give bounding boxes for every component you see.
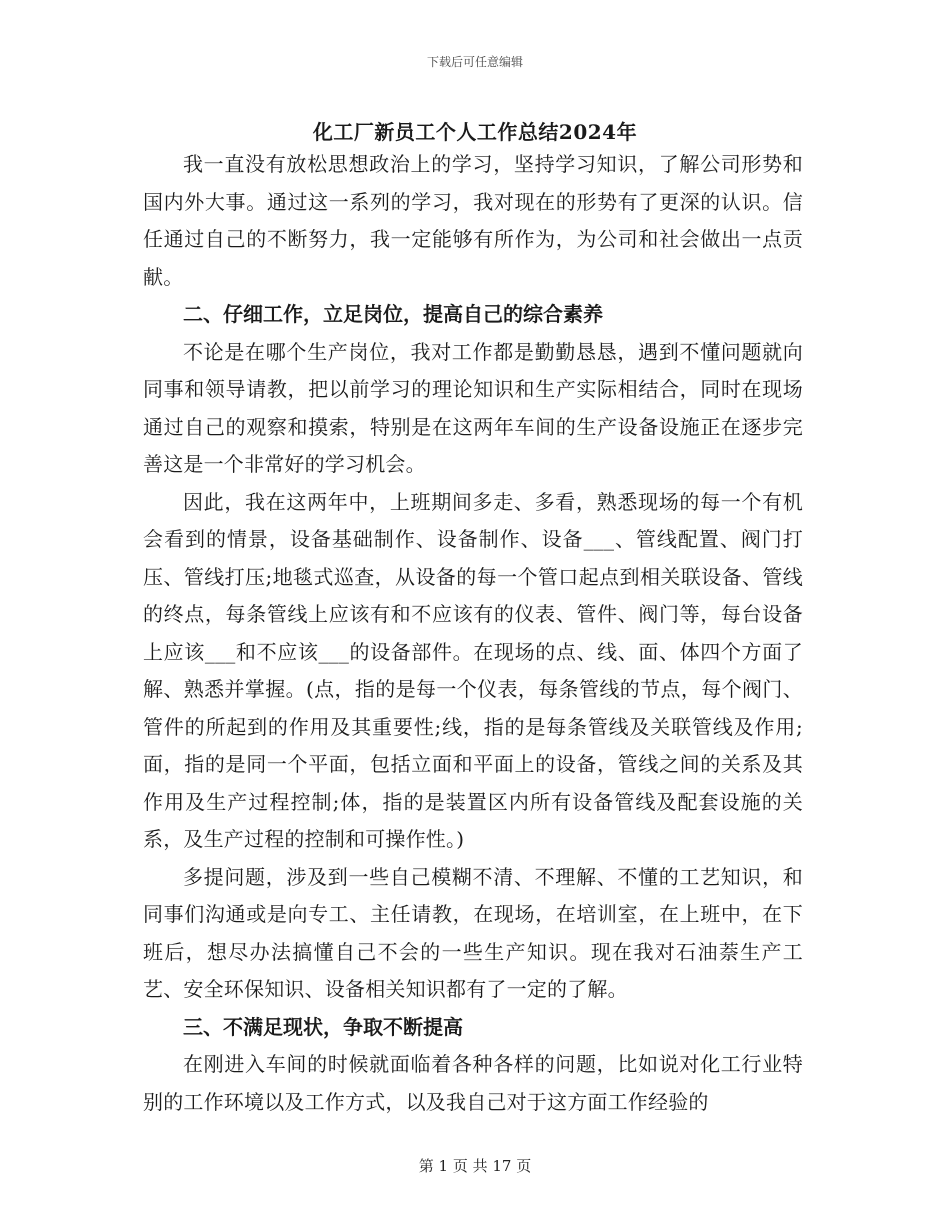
paragraph-challenges: 在刚进入车间的时候就面临着各种各样的问题，比如说对化工行业特别的工作环境以及工作方式，以及我自己对于这方面工作经验的 bbox=[143, 1052, 803, 1114]
page-number: 第 1 页 共 17 页 bbox=[418, 1157, 532, 1175]
section-heading-2: 二、仔细工作，立足岗位，提高自己的综合素养 bbox=[183, 302, 603, 326]
paragraph-work-attitude: 不论是在哪个生产岗位，我对工作都是勤勤恳恳，遇到不懂问题就向同事和领导请教，把以前学习的理论知识和生产实际相结合，同时在现场通过自己的观察和摸索，特别是在这两年车间的生产设备设施正在逐步完善这是一个非常好的学习机会。 bbox=[143, 339, 803, 476]
paragraph-intro: 我一直没有放松思想政治上的学习，坚持学习知识，了解公司形势和国内外大事。通过这一系列的学习，我对现在的形势有了更深的认识。信任通过自己的不断努力，我一定能够有所作为，为公司和社会做出一点贡献。 bbox=[143, 152, 803, 289]
page-header-note: 下载后可任意编辑 bbox=[426, 55, 523, 69]
paragraph-site-learning: 因此，我在这两年中，上班期间多走、多看，熟悉现场的每一个有机会看到的情景，设备基础制作、设备制作、设备___、管线配置、阀门打压、管线打压;地毯式巡查，从设备的每一个管口起点到相关联设备、管线的终点，每条管线上应该有和不应该有的仪表、管件、阀门等，每台设备上应该___和不应该___的设备部件。在现场的点、线、面、体四个方面了解、熟悉并掌握。(点，指的是每一个仪表，每条管线的节点，每个阀门、管件的所起到的作用及其重要性;线，指的是每条管线及关联管线及作用;面，指的是同一个平面，包括立面和平面上的设备，管线之间的关系及其作用及生产过程控制;体，指的是装置区内所有设备管线及配套设施的关系，及生产过程的控制和可操作性。) bbox=[143, 489, 803, 851]
paragraph-ask-questions: 多提问题，涉及到一些自己模糊不清、不理解、不懂的工艺知识，和同事们沟通或是向专工、主任请教，在现场，在培训室，在上班中，在下班后，想尽办法搞懂自己不会的一些生产知识。现在我对石油萘生产工艺、安全环保知识、设备相关知识都有了一定的了解。 bbox=[143, 864, 803, 1001]
section-heading-3: 三、不满足现状，争取不断提高 bbox=[183, 1014, 463, 1039]
document-body bbox=[143, 146, 803, 1121]
document-title: 化工厂新员工个人工作总结2024年 bbox=[312, 120, 638, 144]
